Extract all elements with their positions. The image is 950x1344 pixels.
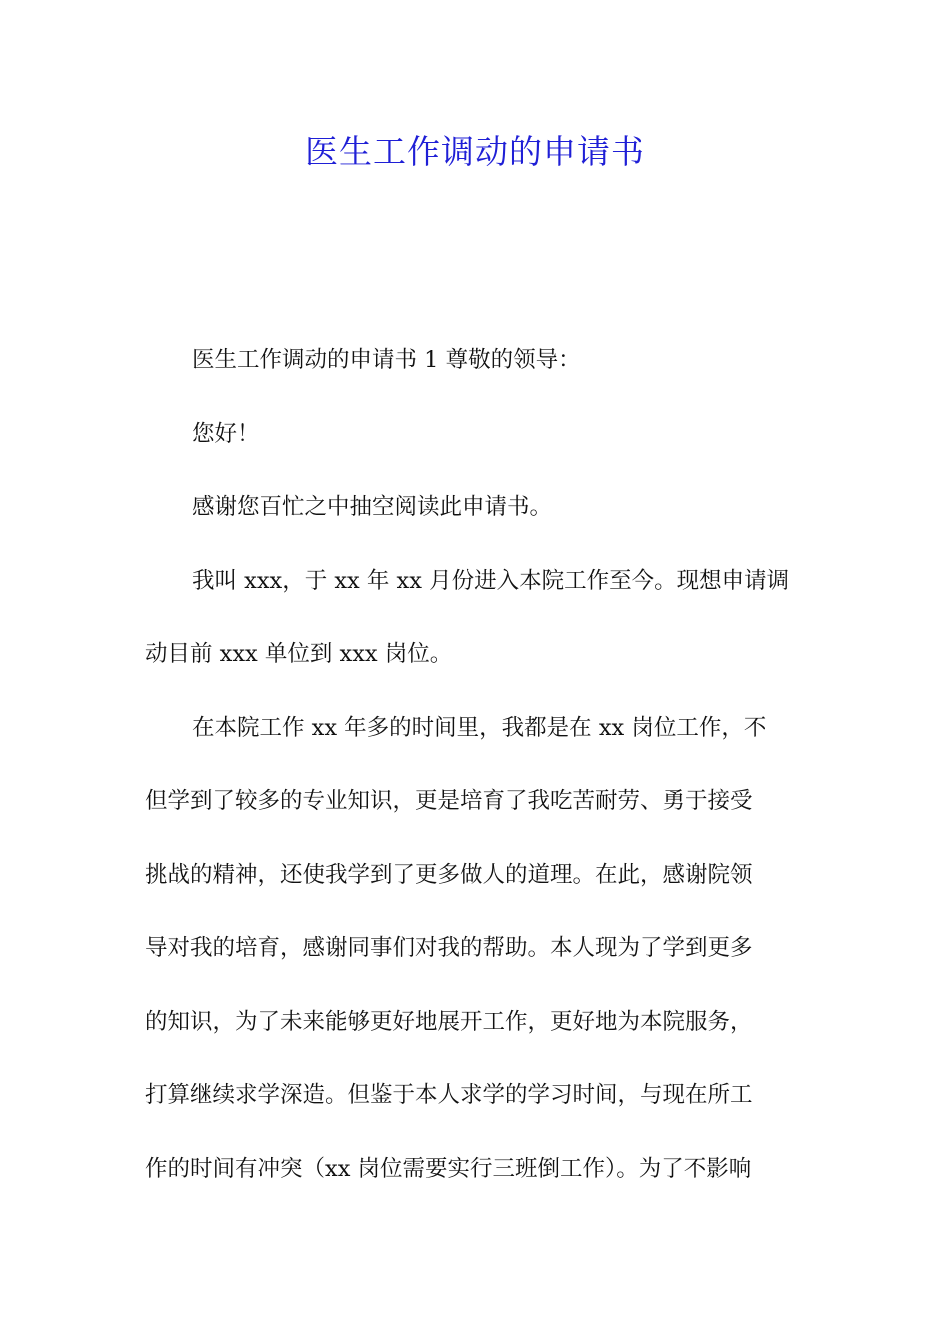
text-line: 我叫 xxx，于 xx 年 xx 月份进入本院工作至今。现想申请调 [192, 567, 790, 594]
text-line: 挑战的精神，还使我学到了更多做人的道理。在此，感谢院领 [145, 861, 753, 888]
text-line: 打算继续求学深造。但鉴于本人求学的学习时间，与现在所工 [145, 1082, 753, 1108]
document-body [145, 340, 805, 1189]
text-line: 动目前 xxx 单位到 xxx 岗位。 [145, 641, 453, 667]
text-line: 在本院工作 xx 年多的时间里，我都是在 xx 岗位工作，不 [192, 714, 767, 741]
text-line: 但学到了较多的专业知识，更是培育了我吃苦耐劳、勇于接受 [145, 788, 753, 814]
text-line-thanks: 感谢您百忙之中抽空阅读此申请书。 [192, 494, 553, 520]
text-line: 作的时间有冲突（xx 岗位需要实行三班倒工作）。为了不影响 [145, 1155, 752, 1182]
text-line: 的知识，为了未来能够更好地展开工作，更好地为本院服务， [145, 1008, 753, 1035]
text-line-greeting: 您好！ [192, 420, 260, 447]
text-line-salutation: 医生工作调动的申请书 1 尊敬的领导： [192, 347, 581, 373]
document-title: 医生工作调动的申请书 [305, 132, 645, 171]
text-line: 导对我的培育，感谢同事们对我的帮助。本人现为了学到更多 [145, 935, 753, 961]
